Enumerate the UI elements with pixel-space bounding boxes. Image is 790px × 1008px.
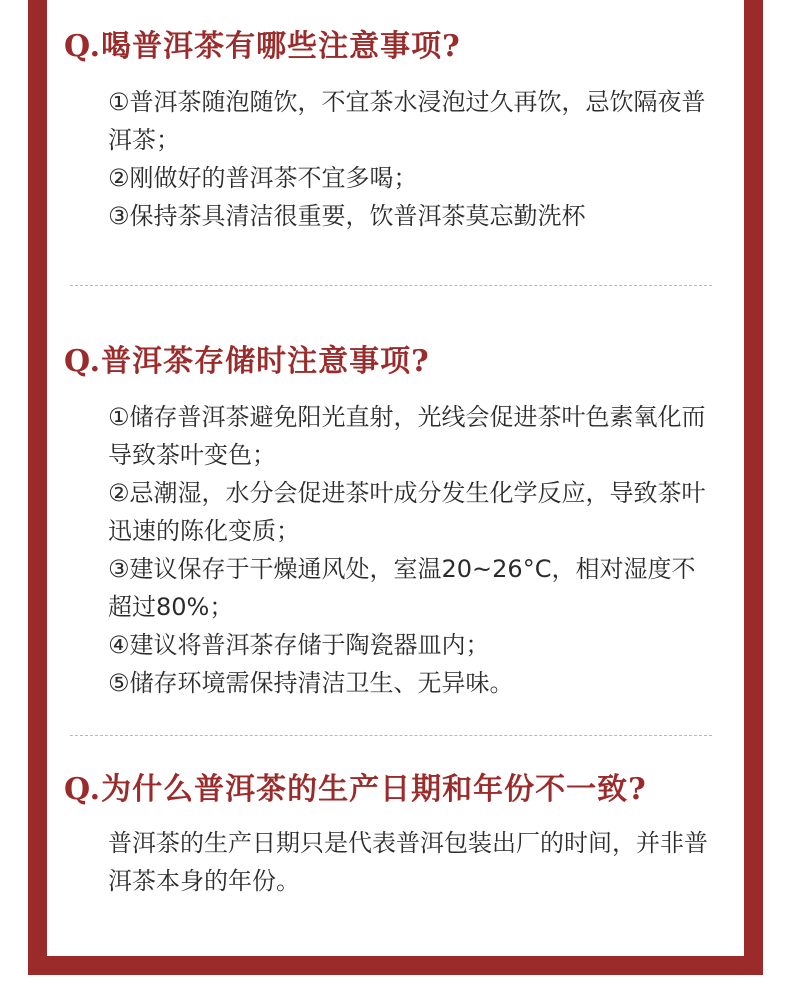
section-divider (70, 285, 712, 286)
answer-list-2 (108, 398, 708, 702)
answer-item: ①普洱茶随泡随饮，不宜茶水浸泡过久再饮，忌饮隔夜普洱茶； (108, 88, 706, 154)
answer-item: 普洱茶的生产日期只是代表普洱包装出厂的时间，并非普洱茶本身的年份。 (108, 829, 708, 895)
answer-item: ⑤储存环境需保持清洁卫生、无异味。 (108, 669, 514, 697)
question-title-3: Q.为什么普洱茶的生产日期和年份不一致? (64, 772, 647, 807)
answer-list-1 (108, 83, 708, 235)
question-title-1: Q.喝普洱茶有哪些注意事项? (64, 29, 461, 64)
answer-item: ①储存普洱茶避免阳光直射，光线会促进茶叶色素氧化而导致茶叶变色； (108, 403, 706, 469)
section-divider (70, 735, 712, 736)
answer-list-3 (108, 824, 708, 900)
answer-item: ④建议将普洱茶存储于陶瓷器皿内； (108, 631, 490, 659)
answer-item: ②刚做好的普洱茶不宜多喝； (108, 164, 418, 192)
answer-item: ③建议保存于干燥通风处，室温20~26°C，相对湿度不超过80%； (108, 555, 696, 621)
question-title-2: Q.普洱茶存储时注意事项? (64, 344, 430, 379)
frame-border-left (28, 0, 47, 975)
answer-item: ③保持茶具清洁很重要，饮普洱茶莫忘勤洗杯 (108, 202, 586, 230)
frame-border-right (744, 0, 763, 975)
frame-border-bottom (28, 956, 763, 975)
answer-item: ②忌潮湿，水分会促进茶叶成分发生化学反应，导致茶叶迅速的陈化变质； (108, 479, 706, 545)
